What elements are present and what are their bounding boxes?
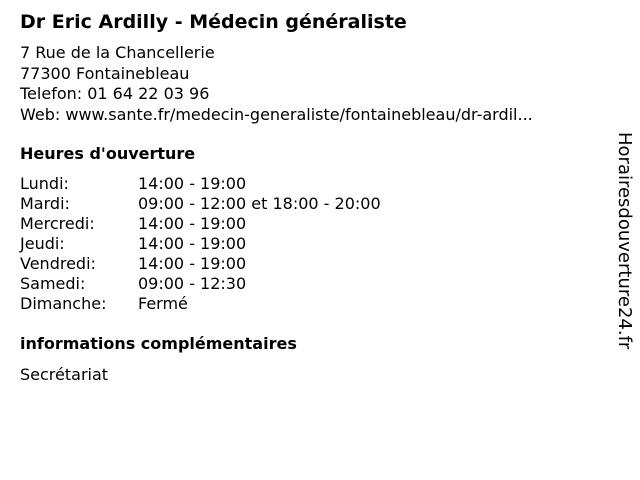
hours-value: 14:00 - 19:00 <box>138 214 247 233</box>
day-label: Mercredi: <box>20 214 95 233</box>
hours-row-monday <box>20 174 381 194</box>
hours-value: 09:00 - 12:30 <box>138 274 247 293</box>
hours-value: 14:00 - 19:00 <box>138 234 247 253</box>
additional-info-text: Secrétariat <box>20 365 109 384</box>
page-title: Dr Eric Ardilly - Médecin généraliste <box>20 11 407 33</box>
hours-row-saturday <box>20 274 381 294</box>
day-label: Vendredi: <box>20 254 96 273</box>
address-block <box>20 43 533 125</box>
day-label: Jeudi: <box>20 234 65 253</box>
website-line: Web: www.sante.fr/medecin-generaliste/fontainebleau/dr-ardil... <box>20 104 533 124</box>
hours-value: 09:00 - 12:00 et 18:00 - 20:00 <box>138 194 381 213</box>
additional-info-heading: informations complémentaires <box>20 334 297 353</box>
opening-hours-list <box>20 174 381 314</box>
hours-value: 14:00 - 19:00 <box>138 254 247 273</box>
hours-row-thursday <box>20 234 381 254</box>
site-watermark: Horairesdouverture24.fr <box>614 132 635 350</box>
hours-row-wednesday <box>20 214 381 234</box>
hours-value: Fermé <box>138 294 188 313</box>
hours-row-tuesday <box>20 194 381 214</box>
address-street: 7 Rue de la Chancellerie <box>20 43 215 62</box>
hours-value: 14:00 - 19:00 <box>138 174 247 193</box>
day-label: Dimanche: <box>20 294 107 313</box>
hours-row-friday <box>20 254 381 274</box>
opening-hours-heading: Heures d'ouverture <box>20 144 196 163</box>
day-label: Samedi: <box>20 274 86 293</box>
address-city: 77300 Fontainebleau <box>20 63 190 83</box>
hours-row-sunday <box>20 294 381 314</box>
phone-line: Telefon: 01 64 22 03 96 <box>20 84 210 103</box>
day-label: Lundi: <box>20 174 69 193</box>
day-label: Mardi: <box>20 194 70 213</box>
